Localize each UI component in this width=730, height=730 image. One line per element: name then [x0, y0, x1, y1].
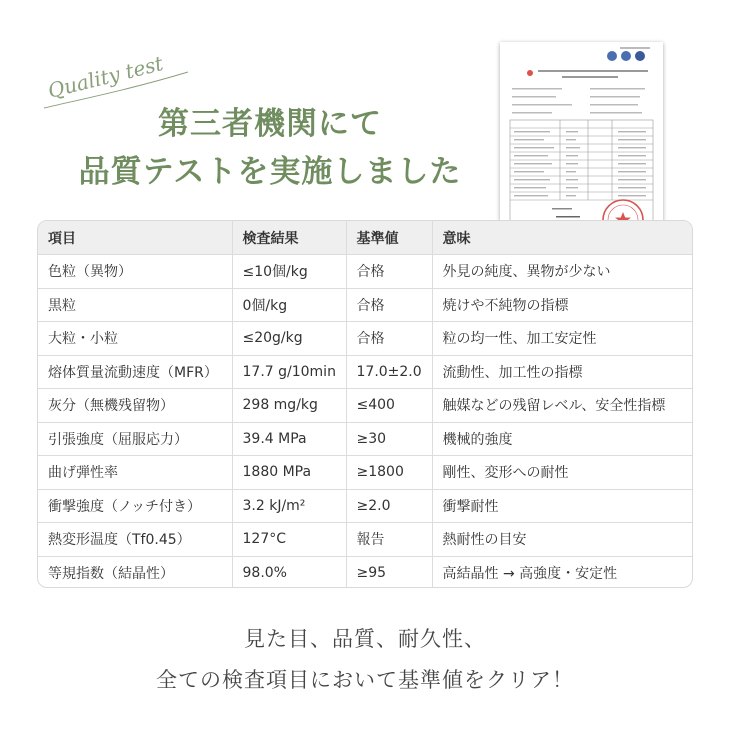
cell-standard: ≥2.0	[346, 489, 432, 523]
headline-line-1: 第三者機関にて	[158, 106, 382, 142]
cell-item: 黒粒	[38, 288, 232, 322]
cell-meaning: 衝撃耐性	[432, 489, 692, 523]
table-row	[38, 456, 692, 490]
cell-meaning: 触媒などの残留レベル、安全性指標	[432, 389, 692, 423]
cell-result: 1880 MPa	[232, 456, 346, 490]
cell-standard: 合格	[346, 255, 432, 289]
footer-line-1: 見た目、品質、耐久性、	[244, 627, 486, 651]
script-label-text: Quality test	[45, 51, 166, 103]
cell-meaning: 剛性、変形への耐性	[432, 456, 692, 490]
cell-meaning: 高結晶性 → 高強度・安定性	[442, 566, 618, 582]
table-row	[38, 523, 692, 557]
cell-standard: ≥30	[346, 422, 432, 456]
cell-standard: 合格	[346, 288, 432, 322]
cell-result: ≤10個/kg	[232, 255, 346, 289]
cell-meaning: 焼けや不純物の指標	[432, 288, 692, 322]
cell-result: 17.7 g/10min	[232, 355, 346, 389]
cell-result: 0個/kg	[232, 288, 346, 322]
cell-item: 熔体質量流動速度（MFR）	[38, 355, 232, 389]
cell-standard: ≥1800	[346, 456, 432, 490]
header-meaning: 意味	[432, 221, 692, 255]
cell-meaning: 熱耐性の目安	[432, 523, 692, 557]
table-row	[38, 355, 692, 389]
header-item: 項目	[38, 221, 232, 255]
cell-item: 引張強度（屈服応力）	[38, 422, 232, 456]
footer-line-2: 全ての検査項目において基準値をクリア！	[156, 668, 574, 692]
cell-standard: 報告	[346, 523, 432, 557]
table-row	[38, 556, 692, 588]
quality-test-table	[37, 220, 693, 588]
table-row	[38, 489, 692, 523]
cell-standard: 合格	[346, 322, 432, 356]
header-result: 検査結果	[232, 221, 346, 255]
cell-item: 衝撃強度（ノッチ付き）	[38, 489, 232, 523]
cell-item: 灰分（無機残留物）	[38, 389, 232, 423]
cell-meaning: 粒の均一性、加工安定性	[432, 322, 692, 356]
cell-item: 大粒・小粒	[38, 322, 232, 356]
table-row	[38, 288, 692, 322]
header-standard: 基準値	[346, 221, 432, 255]
table-row	[38, 322, 692, 356]
table-row	[38, 422, 692, 456]
cell-meaning: 機械的強度	[432, 422, 692, 456]
table-header-row	[38, 221, 692, 255]
headline-line-2: 品質テストを実施しました	[78, 154, 462, 190]
test-report-document-image	[500, 42, 663, 248]
cell-standard: 17.0±2.0	[346, 355, 432, 389]
cell-result: 98.0%	[232, 556, 346, 588]
table-row	[38, 255, 692, 289]
cell-standard: ≤400	[346, 389, 432, 423]
cell-item: 曲げ弾性率	[38, 456, 232, 490]
cell-item: 色粒（異物）	[38, 255, 232, 289]
cell-result: 298 mg/kg	[232, 389, 346, 423]
cell-meaning: 流動性、加工性の指標	[432, 355, 692, 389]
cell-item: 等規指数（結晶性）	[38, 556, 232, 588]
table-row	[38, 389, 692, 423]
cell-result: ≤20g/kg	[232, 322, 346, 356]
cell-result: 127°C	[232, 523, 346, 557]
cell-result: 3.2 kJ/m²	[232, 489, 346, 523]
cell-meaning: 外見の純度、異物が少ない	[432, 255, 692, 289]
cell-result: 39.4 MPa	[232, 422, 346, 456]
cell-item: 熱変形温度（Tf0.45）	[38, 523, 232, 557]
cell-standard: ≥95	[346, 556, 432, 588]
